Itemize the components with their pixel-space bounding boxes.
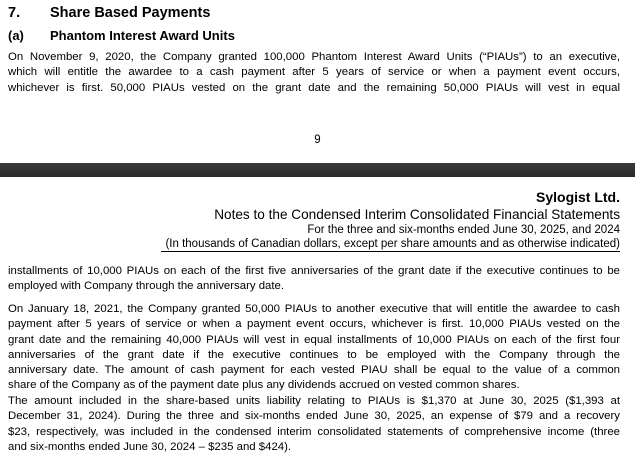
document-page-bottom (0, 177, 635, 454)
paragraph-line: anniversary date. The amount of cash payment for each vested PIAU shall be equal to the value of a common (8, 364, 620, 377)
paragraph-line: On November 9, 2020, the Company granted 100,000 Phantom Interest Award Units (“PIAUs”) to an executive, (8, 51, 620, 63)
document-page-top (0, 0, 635, 163)
statements-title: Notes to the Condensed Interim Consolidated Financial Statements (214, 207, 620, 222)
paragraph-line: anniversaries of the grant date if the executive continues to be employed with the Company through the (8, 348, 620, 361)
paragraph-line: December 31, 2024). During the three and six-months ended June 30, 2025, an expense of $79 and a recovery (8, 410, 620, 423)
piau-paragraph-second-grant (8, 302, 620, 394)
subsection-heading (8, 27, 235, 44)
piau-paragraph-intro (8, 50, 620, 96)
paragraph-line: and six-months ended June 30, 2024 – $235 and $424). (8, 440, 292, 453)
page-header (161, 189, 620, 252)
paragraph-line: which will entitle the awardee to a cash payment after 5 years of service or when a payment event occurs, (8, 66, 620, 79)
subsection-label: (a) (8, 28, 24, 43)
paragraph-line: grant date and the remaining 40,000 PIAUs will vest in equal installments of 10,000 PIAUs on each of the first four (8, 333, 620, 346)
subsection-title: Phantom Interest Award Units (50, 28, 235, 43)
page-separator (0, 163, 635, 177)
piau-paragraph-liability (8, 394, 620, 455)
section-heading (8, 5, 210, 22)
page-number: 9 (314, 134, 321, 146)
paragraph-line: installments of 10,000 PIAUs on each of the first five anniversaries of the grant date if the executive continues to be (8, 265, 620, 277)
paragraph-line: whichever is first. 50,000 PIAUs vested on the grant date and the remaining 50,000 PIAUs will vest in equal (8, 81, 620, 94)
paragraph-line: $23, respectively, was included in the condensed interim consolidated statements of comprehensive income (three (8, 425, 620, 438)
paragraph-line: share of the Company as of the payment date plus any dividends accrued on vested common shares. (8, 379, 520, 392)
paragraph-line: The amount included in the share-based units liability relating to PIAUs is $1,370 at June 30, 2025 ($1,393 at (8, 395, 620, 407)
units-note: (In thousands of Canadian dollars, except per share amounts and as otherwise indicated) (161, 237, 620, 252)
company-name: Sylogist Ltd. (536, 189, 620, 205)
paragraph-line: employed with Company through the anniversary date. (8, 280, 285, 293)
section-title: Share Based Payments (50, 5, 211, 21)
section-number: 7. (8, 5, 21, 21)
piau-paragraph-continued (8, 264, 620, 295)
paragraph-line: payment after 5 years of service or when a payment event occurs, whichever is first. 10,000 PIAUs vested on the (8, 318, 620, 331)
paragraph-line: On January 18, 2021, the Company granted 50,000 PIAUs to another executive that will entitle the awardee to cash (8, 303, 620, 315)
reporting-period: For the three and six-months ended June 30, 2025, and 2024 (307, 224, 620, 236)
